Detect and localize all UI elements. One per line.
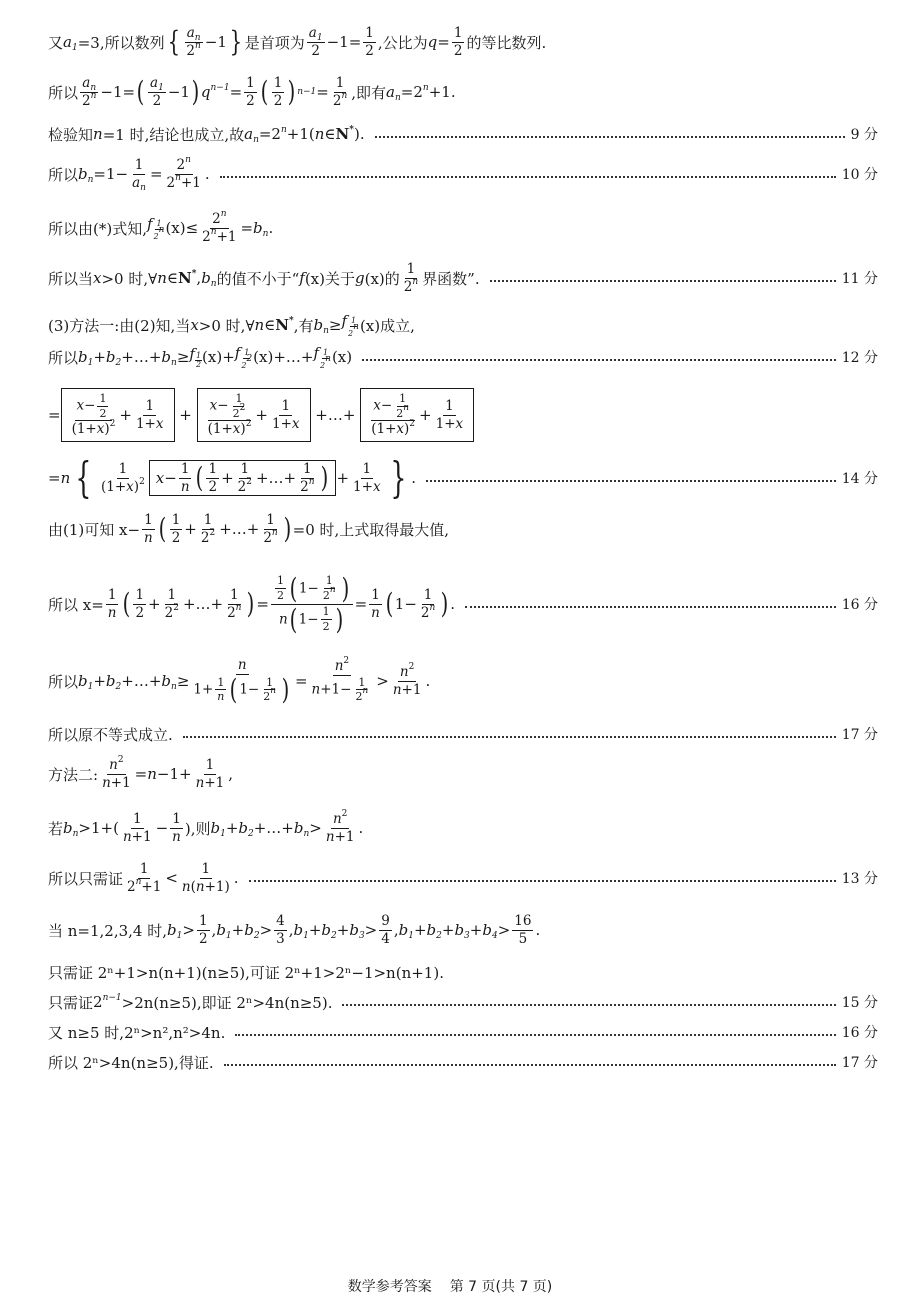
math: .	[268, 219, 274, 237]
fraction: $\frac{a_1}{2}$	[150, 75, 164, 109]
text: 方法二:	[48, 765, 99, 784]
text: ≥	[328, 316, 342, 334]
math: =	[48, 406, 61, 424]
line-4	[48, 154, 878, 194]
text: (x)的	[364, 269, 400, 288]
fraction: $\frac{1}{2^2}$	[200, 512, 216, 546]
fraction: $\frac{2^n}{2^n+1}$	[166, 155, 201, 191]
fraction: x− $\frac{1}{2^n}$ $(1+x)^2$	[371, 392, 416, 438]
math: $b_n$	[313, 316, 329, 336]
leader-dots	[183, 736, 836, 738]
text: 的等比数列.	[466, 33, 547, 52]
math: .	[411, 469, 417, 487]
fraction: $\frac{2^n}{2^n+1}$	[202, 209, 237, 245]
paren: (	[260, 75, 269, 108]
text: 只需证 2ⁿ+1>n(n+1)(n≥5),可证 2ⁿ+1>2ⁿ−1>n(n+1).	[48, 963, 444, 982]
text: 只需证	[48, 993, 94, 1012]
line-2: 所以 $\frac{a_n}{2^n}$ −1= ( $\frac{a_1}{2}$ −1 ) $q^{n-1}$ = $\frac{1}{2}$ ( $\frac{1}{2}$ ) n−1 = $\frac{1}{2^n}$ ,即有 $a_n$ $=2^n$ +1.	[48, 75, 456, 109]
paren: (	[385, 587, 394, 620]
bracket-group: x− $\frac{1}{2^n}$ $(1+x)^2$ + $\frac{1}{1+x}$	[360, 388, 474, 442]
paren: (	[136, 75, 145, 108]
math: =n	[48, 469, 71, 487]
text: 由(1)可知 x−	[48, 520, 141, 539]
line-6	[48, 258, 878, 298]
fraction: x− $\frac{1}{2}$ $(1+x)^2$	[71, 392, 116, 438]
score-label: 16 分	[841, 597, 878, 613]
text: =1−	[93, 165, 129, 183]
footer-page-number: 第 7 页(共 7 页)	[449, 1279, 553, 1295]
fraction: $\frac{1}{2}$	[453, 25, 463, 59]
score-label: 12 分	[841, 350, 878, 366]
line-15	[48, 752, 878, 796]
score-label: 16 分	[841, 1025, 878, 1041]
line-19	[48, 960, 878, 984]
text: (3)方法一:由(2)知,当	[48, 316, 191, 335]
math: x	[190, 316, 199, 334]
text: (x)+…+	[253, 348, 314, 366]
line-20	[48, 990, 878, 1014]
math: n	[93, 125, 103, 143]
fraction: $\frac{1}{2^n}$	[263, 512, 278, 546]
math: N*	[335, 125, 354, 143]
math: =n−1+	[134, 765, 192, 783]
text: 所以当	[48, 269, 94, 288]
fraction: $\frac{1}{2}$	[208, 461, 218, 495]
math: $,b_1+b_2+b_3>$	[288, 921, 378, 941]
brace: }	[389, 453, 406, 502]
leader-dots	[375, 136, 845, 138]
leader-dots	[224, 1064, 836, 1066]
math: .	[450, 595, 456, 613]
brace: }	[229, 25, 243, 58]
fraction: $\frac{a_1}{2}$	[308, 25, 323, 59]
score-label: 17 分	[841, 1055, 878, 1071]
math: =	[354, 595, 368, 613]
math: =	[149, 165, 163, 183]
fraction: $\frac{1}{2^2}$	[237, 461, 252, 495]
text: =0 时,上式取得最大值,	[292, 520, 450, 539]
line-10	[48, 452, 878, 504]
text: 所以	[48, 348, 79, 367]
math: $,b_1+b_2>$	[211, 921, 273, 941]
math: f $_{\frac{1}{2^n}}$	[341, 311, 359, 338]
math: $b_n$	[161, 348, 177, 368]
paren: )	[283, 512, 292, 545]
leader-dots	[465, 606, 836, 608]
leader-dots	[490, 280, 836, 282]
math: $b_1$	[167, 921, 183, 941]
line-7	[48, 308, 878, 342]
math: −1	[326, 33, 349, 51]
fraction: $\frac{1}{2^n}$	[420, 587, 436, 621]
score-label: 15 分	[841, 995, 878, 1011]
math: .	[425, 672, 431, 690]
text: +…+	[121, 348, 162, 366]
fraction: $\frac{1}{2}$	[365, 25, 374, 59]
math: $a_1$	[63, 33, 78, 53]
fraction: $\frac{a_n}{2^n}$	[82, 75, 97, 109]
text: 所以原不等式成立.	[48, 725, 173, 744]
paren: )	[440, 587, 449, 620]
fraction: $\frac{1}{2}$	[135, 587, 145, 621]
fraction: $n^2$ n+1− $\frac{1}{2^n}$	[311, 656, 369, 704]
fraction: $\frac{1}{n}$	[144, 512, 153, 546]
math: >	[309, 819, 322, 837]
text: =	[437, 33, 450, 51]
text: +1.	[428, 83, 456, 101]
fraction: $\frac{1}{1+x}$	[135, 398, 164, 432]
page-footer	[0, 1276, 900, 1296]
math: −	[155, 819, 169, 837]
line-16	[48, 806, 878, 850]
text: +…+	[121, 672, 162, 690]
math: N*	[275, 316, 294, 334]
fraction: $\frac{1}{2}$ ( 1− $\frac{1}{2^n}$ ) n( 1− $\frac{1}{2}$ )	[271, 575, 353, 634]
paren: )	[247, 587, 255, 620]
text: 检验知	[48, 125, 94, 144]
line-18	[48, 908, 878, 952]
leader-dots	[426, 480, 836, 482]
paren: )	[287, 75, 296, 108]
math: +…+	[310, 406, 361, 424]
line-8	[48, 340, 878, 374]
text: ,	[196, 269, 202, 287]
text: (x)+	[202, 348, 235, 366]
text: 又 n≥5 时,2ⁿ>n²,n²>4n.	[48, 1023, 226, 1042]
text: (x)关于	[304, 269, 355, 288]
math: .	[358, 819, 364, 837]
math: $b_n$	[253, 219, 269, 239]
bracket-group: x − $\frac{1}{n}$ ( $\frac{1}{2}$ + $\frac{1}{2^2}$ +…+ $\frac{1}{2^n}$ )	[149, 460, 337, 496]
score-label: 17 分	[841, 727, 878, 743]
text: =	[348, 33, 362, 51]
text: (x)	[331, 348, 353, 366]
fraction: $\frac{n^2}{n+1}$	[392, 662, 422, 698]
math: =	[256, 595, 269, 613]
text: >1+(	[78, 819, 119, 837]
score-label: 11 分	[841, 271, 878, 287]
fraction: $\frac{1}{2^2}$	[164, 587, 179, 621]
fraction: x− $\frac{1}{2^2}$ $(1+x)^2$	[207, 392, 252, 438]
text: 所以	[48, 165, 79, 184]
fraction: n 1+ $\frac{1}{n}$ ( 1− $\frac{1}{2^n}$ )	[193, 657, 290, 706]
math: $a_n$	[244, 125, 259, 145]
text: =	[240, 219, 254, 237]
bracket-group: x− $\frac{1}{2^2}$ $(1+x)^2$ + $\frac{1}{1+x}$	[197, 388, 311, 442]
math: +	[174, 406, 197, 424]
math: x	[93, 269, 102, 287]
leader-dots	[235, 1034, 835, 1036]
line-12: 所以 x= $\frac{1}{n}$ ( $\frac{1}{2}$ + $\frac{1}{2^2}$ +…+ $\frac{1}{2^n}$ ) = $\frac{1}{2}$ ( 1− $\frac{1}{2^n}$ ) n( 1− $\frac{1}{2}$ ) = $\frac{1}{n}$ ( 1− $\frac{1}{2^n}$ ) . 16 分	[48, 571, 878, 636]
text: 所以	[48, 672, 79, 691]
text: (x)≤	[165, 219, 199, 237]
fraction: $\frac{n^2}{n+1}$	[102, 755, 131, 791]
math: .	[535, 921, 541, 939]
text: ,即有	[351, 83, 387, 102]
math: +…+	[253, 819, 294, 837]
math: −1	[204, 33, 227, 51]
fraction: $\frac{1}{(1+x)^2}$	[100, 461, 145, 495]
math: =	[229, 83, 243, 101]
fraction: $\frac{1}{2}$	[246, 75, 255, 109]
math: f $_{\frac{1}{2^n}}$	[146, 214, 165, 241]
math: .	[233, 869, 239, 887]
leader-dots	[342, 1004, 835, 1006]
text: ).	[353, 125, 365, 143]
text: 当 n=1,2,3,4 时,	[48, 921, 168, 940]
fraction: $\frac{1}{n+1}$	[195, 757, 225, 791]
math: $,b_1+b_2+b_3+b_4>$	[393, 921, 511, 941]
fraction: $\frac{9}{4}$	[381, 913, 390, 947]
line-1	[48, 22, 878, 62]
text: 是首项为	[244, 33, 305, 52]
text: >0 时,∀	[101, 269, 158, 288]
math: $b_n$	[63, 819, 79, 839]
fraction: $\frac{1}{2^n+1}$	[127, 861, 162, 895]
fraction: $\frac{1}{2^n}$	[403, 261, 419, 295]
fraction: $\frac{1}{2}$	[171, 512, 181, 546]
fraction: $\frac{1}{2^n}$	[227, 587, 242, 621]
text: 所以	[48, 83, 79, 102]
math: $=2^n$	[400, 83, 429, 101]
math: $b_n$	[293, 819, 310, 839]
fraction: $\frac{1}{2}$	[198, 913, 208, 947]
line-13	[48, 648, 878, 714]
math: g	[355, 269, 365, 287]
footer-subject: 数学参考答案	[347, 1279, 432, 1295]
text: +1(	[286, 125, 315, 143]
brace: {	[75, 453, 92, 502]
math: f	[299, 269, 305, 287]
math: q	[427, 33, 438, 51]
fraction: $\frac{a_n}{2^n}$	[186, 25, 201, 59]
line-11: 由(1)可知 x− $\frac{1}{n}$ ( $\frac{1}{2}$ + $\frac{1}{2^2}$ +…+ $\frac{1}{2^n}$ ) =0 时,上式取得最大值,	[48, 512, 450, 546]
line-5	[48, 208, 878, 248]
math: $q^{n-1}$	[200, 83, 230, 101]
score-label: 10 分	[841, 167, 878, 183]
paren: (	[195, 461, 203, 494]
line-17	[48, 856, 878, 900]
text: ,有	[293, 316, 314, 335]
math: =	[294, 672, 308, 690]
math: $b_n$	[78, 165, 94, 185]
text: (x)成立,	[359, 316, 415, 335]
text: ,公比为	[377, 33, 428, 52]
paren: )	[191, 75, 200, 108]
fraction: $\frac{1}{1+x}$	[353, 461, 381, 495]
text: 所以只需证	[48, 869, 124, 888]
math: <	[165, 869, 178, 887]
math: .	[204, 165, 210, 183]
fraction: $\frac{1}{1+x}$	[272, 398, 300, 432]
score-label: 13 分	[841, 871, 878, 887]
bracket-group: x− $\frac{1}{2}$ $(1+x)^2$ + $\frac{1}{1+x}$	[61, 388, 175, 442]
paren: (	[122, 587, 130, 620]
fraction: $\frac{n^2}{n+1}$	[325, 809, 355, 845]
score-label: 14 分	[841, 471, 878, 487]
text: >0 时,∀	[198, 316, 255, 335]
leader-dots	[220, 176, 836, 178]
math: n	[314, 125, 325, 143]
text: ∈	[264, 316, 276, 334]
line-14	[48, 722, 878, 746]
fraction: $\frac{1}{n}$	[371, 587, 380, 621]
score-label: 9 分	[850, 127, 878, 143]
math: f $_{\frac{1}{2}}$	[189, 344, 202, 370]
text: ∈	[166, 269, 178, 287]
math: +	[336, 469, 350, 487]
math: $=2^n$	[258, 125, 287, 143]
text: 所以 2ⁿ>4n(n≥5),得证.	[48, 1053, 214, 1072]
fraction: $\frac{1}{2}$	[273, 75, 283, 109]
fraction: $\frac{1}{a_n}$	[132, 157, 146, 193]
brace: {	[167, 25, 180, 58]
math: f $_{\frac{1}{2^2}}$	[234, 343, 253, 370]
text: 界函数”.	[422, 269, 480, 288]
math: $b_n$	[161, 672, 177, 692]
math: $b_1+b_2$	[210, 819, 254, 839]
text: ),则	[184, 819, 211, 838]
fraction: $\frac{1}{n}$	[107, 587, 117, 621]
line-9	[48, 382, 878, 448]
math: −1=	[100, 83, 136, 101]
text: ∈	[324, 125, 336, 143]
fraction: $\frac{1}{2^n}$	[300, 461, 315, 495]
text: 的值不小于“	[216, 269, 300, 288]
math: N*	[177, 269, 197, 287]
text: 又	[48, 33, 64, 52]
math: n	[157, 269, 167, 287]
math: $2^{n-1}$	[93, 993, 122, 1011]
math: n	[254, 316, 265, 334]
fraction: $\frac{1}{2^n}$	[332, 75, 348, 109]
text: 所以由(*)式知,	[48, 219, 147, 238]
math: f $_{\frac{1}{2^n}}$	[313, 343, 331, 370]
text: >2n(n≥5),即证 2ⁿ>4n(n≥5).	[121, 993, 333, 1012]
math: $b_n$	[201, 269, 217, 289]
math: ,	[228, 765, 233, 783]
paren: )	[320, 461, 328, 494]
math: $b_1+b_2$	[78, 348, 122, 368]
fraction: $\frac{4}{3}$	[276, 913, 285, 947]
fraction: $\frac{16}{5}$	[514, 913, 532, 947]
text: 若	[48, 819, 64, 838]
math: =	[316, 83, 329, 101]
leader-dots	[362, 359, 836, 361]
text: 所以 x=	[48, 595, 104, 614]
line-21	[48, 1020, 878, 1044]
leader-dots	[249, 880, 836, 882]
math: >	[376, 672, 389, 690]
text: =1 时,结论也成立,故	[102, 125, 245, 144]
math: ≥	[176, 672, 190, 690]
math: 1−	[394, 595, 417, 613]
math: >	[182, 921, 195, 939]
fraction: $\frac{1}{1+x}$	[435, 398, 464, 432]
fraction: $\frac{1}{n}$	[172, 811, 181, 845]
paren: (	[158, 512, 167, 545]
fraction: $\frac{1}{n}$	[180, 461, 190, 495]
line-22	[48, 1050, 878, 1074]
math: −1	[167, 83, 190, 101]
math: $a_n$	[386, 83, 401, 103]
math: $b_1+b_2$	[78, 672, 122, 692]
text: =3,所以数列	[77, 33, 165, 52]
line-3	[48, 122, 878, 146]
text: ≥	[176, 348, 190, 366]
fraction: $\frac{1}{n+1}$	[122, 811, 152, 845]
fraction: $\frac{1}{n(n+1)}$	[181, 861, 230, 895]
